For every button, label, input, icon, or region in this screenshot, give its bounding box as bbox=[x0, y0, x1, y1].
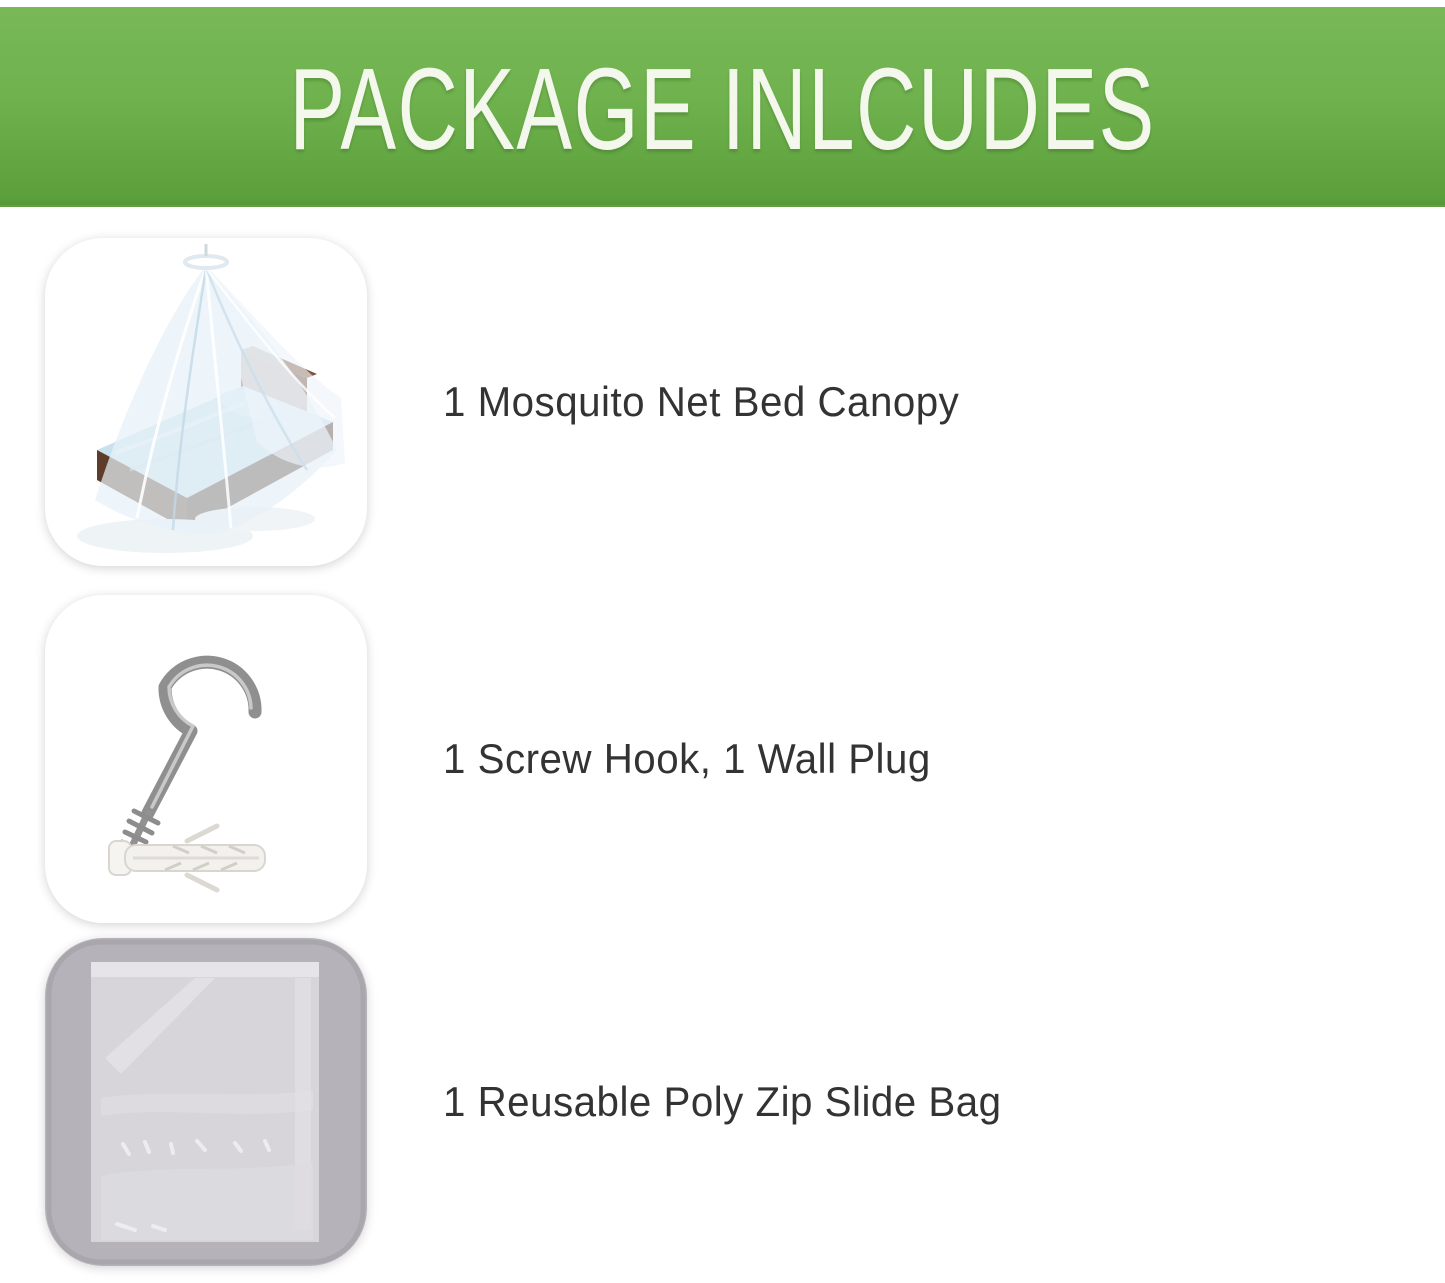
item-label-hook-plug: 1 Screw Hook, 1 Wall Plug bbox=[443, 735, 931, 782]
reusable-poly-zip-slide-bag-illustration bbox=[45, 938, 367, 1266]
item-label-bag: 1 Reusable Poly Zip Slide Bag bbox=[443, 1078, 1002, 1125]
item-row-bag bbox=[45, 938, 1025, 1266]
page-title: PACKAGE INLCUDES bbox=[289, 44, 1156, 174]
screw-hook-illustration bbox=[119, 662, 255, 865]
screw-hook-and-wall-plug-image bbox=[45, 595, 367, 923]
item-row-hook-plug bbox=[45, 595, 951, 923]
mosquito-net-bed-canopy-illustration bbox=[45, 238, 367, 566]
screw-hook-and-wall-plug-illustration bbox=[45, 595, 367, 923]
item-label-canopy: 1 Mosquito Net Bed Canopy bbox=[443, 378, 960, 425]
net-illustration bbox=[77, 244, 345, 553]
header-banner bbox=[0, 7, 1445, 207]
zip-bag-illustration bbox=[45, 938, 367, 1266]
item-row-canopy bbox=[45, 238, 981, 566]
reusable-poly-zip-slide-bag-image bbox=[45, 938, 367, 1266]
mosquito-net-bed-canopy-image bbox=[45, 238, 367, 566]
